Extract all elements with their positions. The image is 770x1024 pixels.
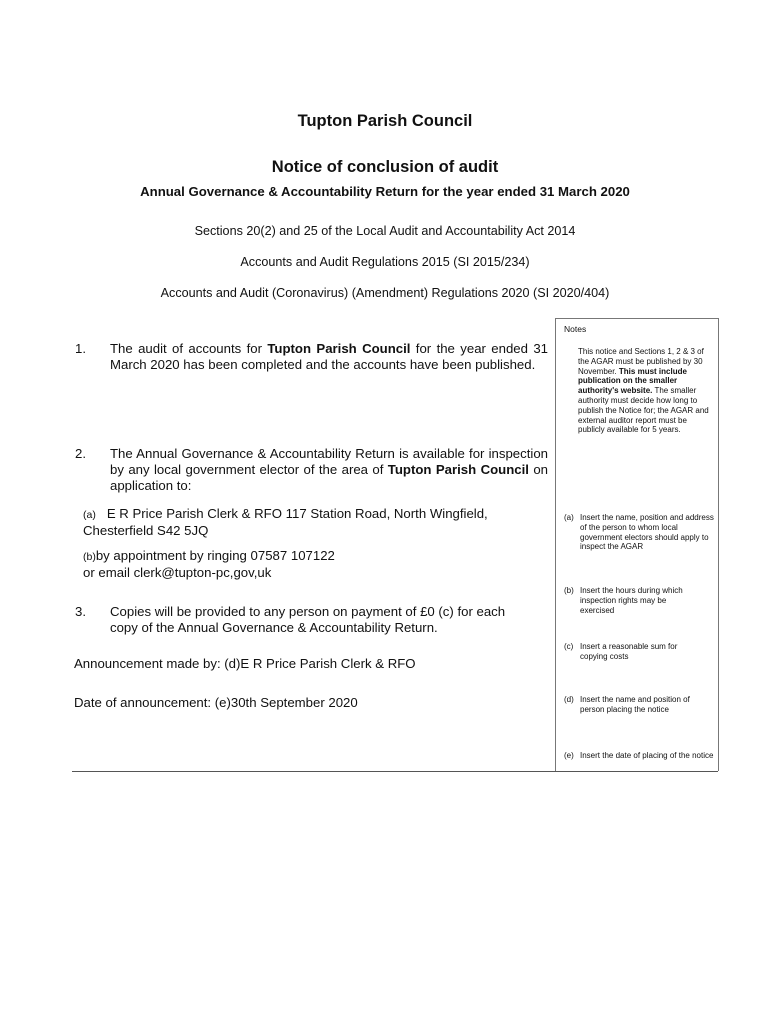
notes-top-rule	[555, 318, 718, 319]
note-d-mark: (d)	[564, 695, 574, 704]
notes-label: Notes	[564, 324, 587, 334]
notes-divider	[555, 318, 556, 771]
item-3-number: 3.	[75, 604, 86, 619]
item-2-number: 2.	[75, 446, 86, 461]
note-b-text: Insert the hours during which inspection rights may be exercised	[580, 586, 683, 615]
notes-right-rule	[718, 318, 719, 771]
note-a-mark: (a)	[564, 513, 574, 522]
note-e-text: Insert the date of placing of the notice	[580, 751, 714, 760]
legislation-ref-1: Sections 20(2) and 25 of the Local Audit and Accountability Act 2014	[194, 224, 576, 238]
agar-title: Annual Governance & Accountability Return for the year ended 31 March 2020	[140, 184, 630, 199]
notes-intro: This notice and Sections 1, 2 & 3 of the AGAR must be published by 30 November. This must include publication on the smaller authority's website. The smaller authority must decide how long to publish the Notice for; the AGAR and external auditor report must be publicly available for 5 years.	[578, 347, 709, 435]
item-2-text: The Annual Governance & Accountability Return is available for inspection by any local government elector of the area of Tupton Parish Council on application to:	[110, 446, 548, 493]
contact-appointment: (b)by appointment by ringing 07587 107122 or email clerk@tupton-pc,gov,uk	[83, 548, 335, 580]
item-1-number: 1.	[75, 341, 86, 356]
bottom-rule	[72, 771, 718, 772]
council-name: Tupton Parish Council	[297, 112, 473, 130]
legislation-ref-3: Accounts and Audit (Coronavirus) (Amendment) Regulations 2020 (SI 2020/404)	[160, 286, 610, 300]
notice-title: Notice of conclusion of audit	[271, 158, 499, 176]
legislation-ref-2: Accounts and Audit Regulations 2015 (SI 2015/234)	[240, 255, 530, 269]
note-d-text: Insert the name and position of person placing the notice	[580, 695, 690, 714]
announcement-date: Date of announcement: (e)30th September 2020	[74, 695, 358, 710]
note-c-mark: (c)	[564, 642, 574, 651]
item-1-text: The audit of accounts for Tupton Parish Council for the year ended 31 March 2020 has been completed and the accounts have been published.	[110, 341, 548, 372]
note-e-mark: (e)	[564, 751, 574, 760]
note-a-text: Insert the name, position and address of the person to whom local government electors should apply to inspect the AGAR	[580, 513, 714, 552]
note-b-mark: (b)	[564, 586, 574, 595]
note-c-text: Insert a reasonable sum for copying costs	[580, 642, 678, 661]
contact-address: (a) E R Price Parish Clerk & RFO 117 Station Road, North Wingfield, Chesterfield S42 5JQ	[83, 506, 488, 538]
announcement-line: Announcement made by: (d)E R Price Parish Clerk & RFO	[74, 656, 416, 671]
item-3-text: Copies will be provided to any person on payment of £0 (c) for each copy of the Annual Governance & Accountability Return.	[110, 604, 506, 635]
